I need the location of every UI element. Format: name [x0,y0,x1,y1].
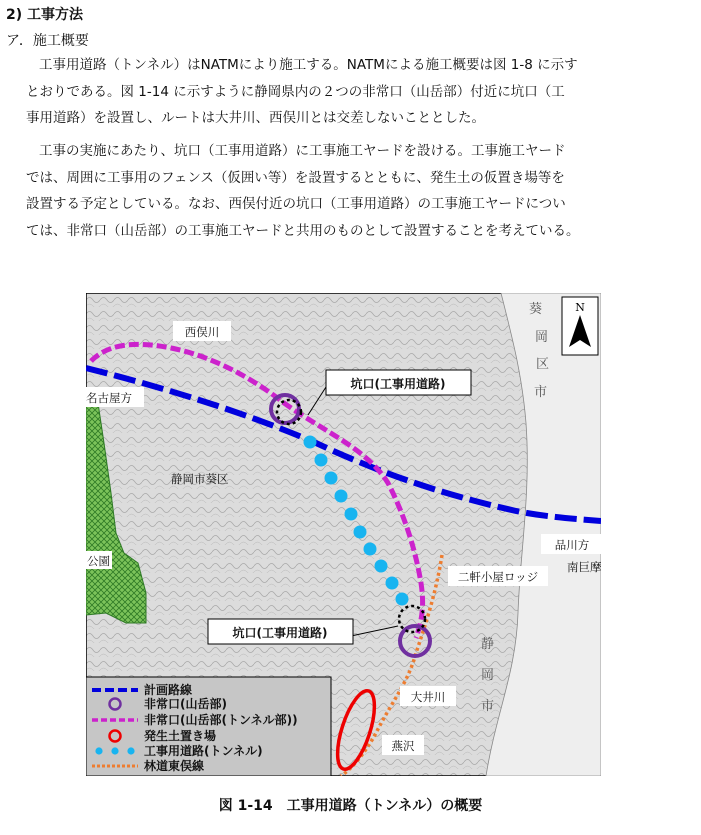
tunnel-dot [325,472,338,485]
label-text: 二軒小屋ロッジ [457,570,539,584]
north-arrow [562,297,598,355]
tunnel-dot [304,436,317,449]
tunnel-dot [364,543,377,556]
paragraph-line: では、周囲に工事用のフェンス（仮囲い等）を設置するとともに、発生土の仮置き場等を [26,169,565,186]
label-text: 西俣川 [184,325,220,339]
paragraph-2 [26,138,690,244]
tunnel-dot [345,508,358,521]
paragraph-line: 工事用道路（トンネル）はNATMにより施工する。NATMによる施工概要は図 1-8 に示す [39,57,578,73]
tunnel-dot [386,577,399,590]
map-label-nikenkoya [448,566,548,586]
map-label-nishimata [173,321,231,341]
callout-text: 坑口(工事用道路) [232,626,328,640]
section-number: 2) [6,7,23,23]
map-label-minami-koma: 南巨摩 [567,560,601,574]
paragraph-line: 工事の実施にあたり、坑口（工事用道路）に工事施工ヤードを設ける。工事施工ヤード [39,143,566,159]
map-label-shizuoka-aoi: 静岡市葵区 [171,472,229,486]
route-map-figure [86,293,601,776]
tunnel-dot [375,560,388,573]
map-label-tsubakurosawa [382,735,424,755]
map-legend [86,677,331,776]
map-label-koen [86,551,112,569]
cyan-dots-icon [95,747,134,754]
map-text: 岡 [481,668,495,683]
subsection-heading: ア．施工概要 [6,33,89,49]
map-text: 葵 [529,302,543,317]
map-text: 市 [534,385,548,400]
paragraph-line: 設置する予定としている。なお、西俣付近の坑口（工事用道路）の工事施工ヤードについ [26,196,566,212]
paragraph-line: ては、非常口（山岳部）の工事施工ヤードと共用のものとして設置することを考えている。 [26,222,580,239]
label-text: 名古屋方 [86,391,132,405]
map-text: 区 [536,357,550,372]
callout-text: 坑口(工事用道路) [350,377,446,391]
tunnel-dot [335,490,348,503]
label-text: 公園 [87,554,110,568]
section-title: 工事方法 [27,7,84,23]
legend-label: 工事用道路(トンネル) [144,744,263,758]
tunnel-dot [354,526,367,539]
map-label-oi-river [400,686,456,706]
section-heading [6,4,83,24]
north-label: N [575,301,585,314]
map-text: 市 [481,699,495,714]
paragraph-line: とおりである。図 1-14 に示すように静岡県内の２つの非常口（山岳部）付近に坑口（工 [26,83,565,100]
label-text: 大井川 [410,690,446,704]
figure-caption: 図 1-14 工事用道路（トンネル）の概要 [218,798,483,814]
paragraph-1 [26,52,690,132]
legend-label: 林道東俣線 [144,759,205,773]
legend-label: 発生土置き場 [144,729,217,743]
paragraph-line: 事用道路）を設置し、ルートは大井川、西俣川とは交差しないこととした。 [26,110,485,126]
tunnel-dot [315,454,328,467]
map-label-nagoya [86,387,144,407]
tunnel-dot [396,593,409,606]
label-text: 燕沢 [391,739,415,753]
label-text: 品川方 [554,538,590,552]
map-text: 岡 [535,330,549,345]
callout-portal-upper [326,370,471,395]
callout-portal-lower [208,619,353,644]
legend-label: 非常口(山岳部(トンネル部)) [144,713,298,727]
map-label-shinagawa [541,534,601,554]
legend-label: 非常口(山岳部) [144,697,227,711]
map-text: 静 [481,637,495,652]
legend-label: 計画路線 [144,683,193,697]
